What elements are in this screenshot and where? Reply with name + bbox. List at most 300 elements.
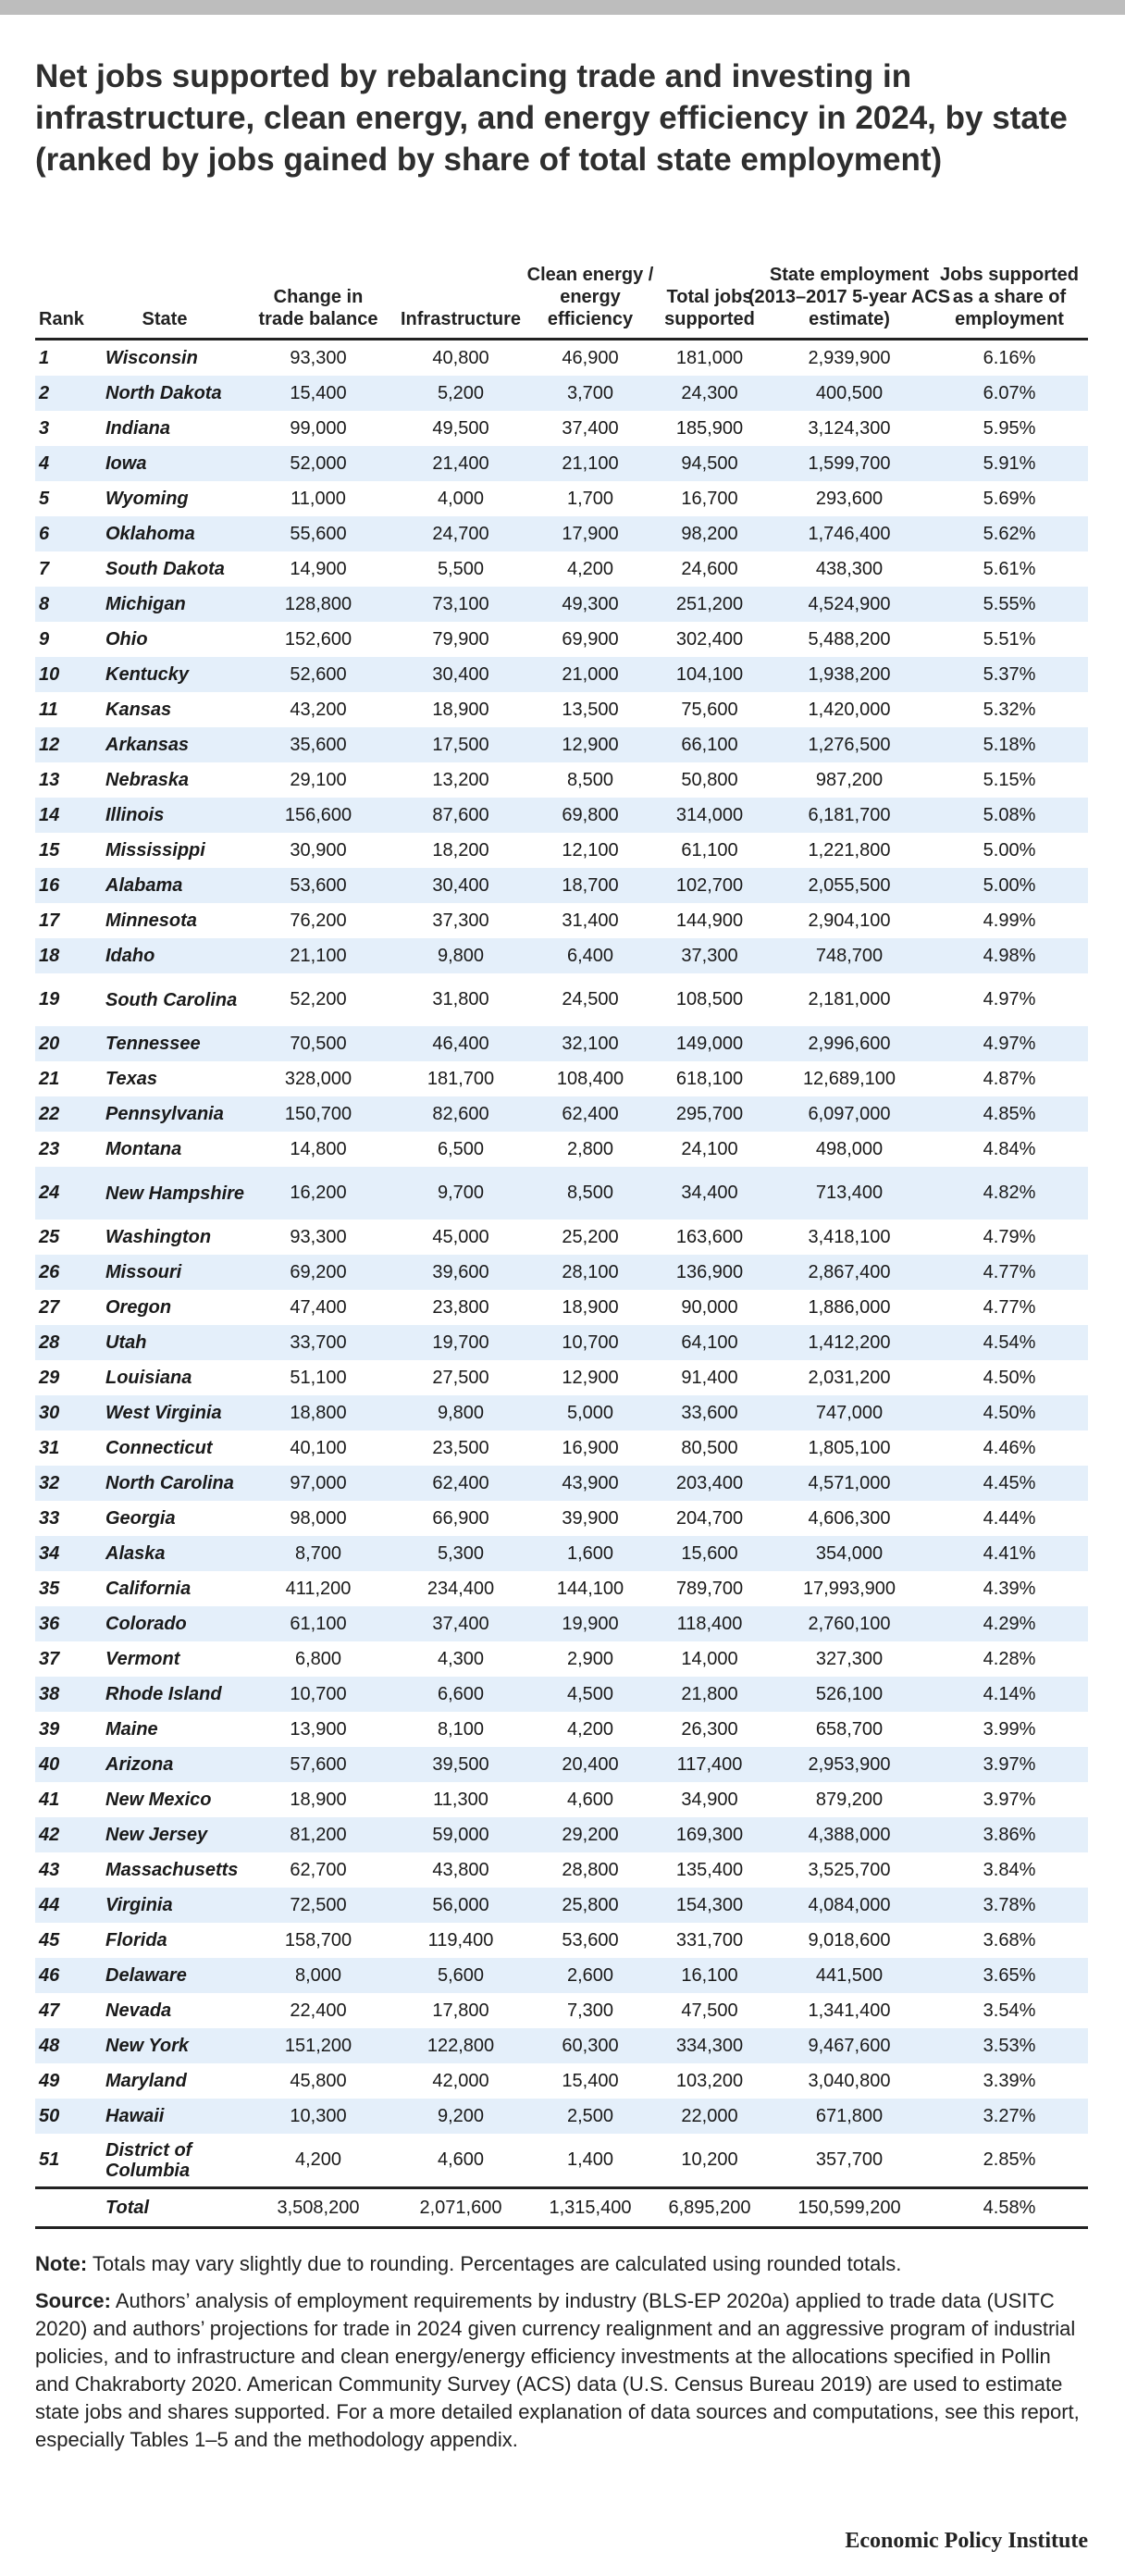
table-header bbox=[35, 242, 1088, 341]
cell-share: 4.77% bbox=[983, 1261, 1036, 1282]
cell-total-jobs: 149,000 bbox=[675, 1033, 744, 1054]
cell-state: Connecticut bbox=[105, 1438, 213, 1458]
cell-total-jobs: 302,400 bbox=[675, 628, 744, 650]
header-infrastructure: Infrastructure bbox=[400, 309, 522, 329]
cell-infrastructure: 18,200 bbox=[432, 839, 489, 861]
cell-infrastructure: 40,800 bbox=[432, 347, 489, 368]
cell-employment: 2,867,400 bbox=[808, 1261, 891, 1282]
cell-state: Florida bbox=[105, 1930, 167, 1951]
table-row bbox=[35, 692, 1088, 727]
cell-infrastructure: 13,200 bbox=[432, 769, 489, 790]
cell-employment: 293,600 bbox=[815, 488, 884, 509]
cell-clean-energy: 2,900 bbox=[566, 1648, 614, 1669]
table-row bbox=[35, 868, 1088, 903]
cell-total-jobs: 94,500 bbox=[681, 452, 738, 474]
header-share: Jobs supported as a share of employment bbox=[939, 265, 1079, 329]
cell-total-jobs: 80,500 bbox=[681, 1437, 738, 1458]
cell-trade: 14,900 bbox=[290, 558, 347, 579]
cell-share: 5.00% bbox=[983, 839, 1036, 861]
cell-state: Maryland bbox=[105, 2071, 187, 2091]
cell-infrastructure: 181,700 bbox=[427, 1068, 495, 1089]
cell-state: New York bbox=[105, 2036, 190, 2056]
cell-employment: 357,700 bbox=[815, 2149, 884, 2170]
cell-share: 4.82% bbox=[983, 1183, 1036, 1203]
cell-employment: 12,689,100 bbox=[802, 1068, 896, 1089]
cell-clean-energy: 18,900 bbox=[562, 1296, 619, 1318]
cell-share: 5.32% bbox=[983, 699, 1036, 720]
cell-state: Montana bbox=[105, 1139, 182, 1159]
cell-employment: 747,000 bbox=[815, 1402, 884, 1423]
cell-employment: 9,018,600 bbox=[808, 1929, 891, 1951]
table-row bbox=[35, 1501, 1088, 1536]
cell-rank: 13 bbox=[39, 769, 60, 790]
table-row bbox=[35, 341, 1088, 376]
cell-state: Wisconsin bbox=[105, 348, 198, 368]
cell-rank: 29 bbox=[39, 1367, 60, 1388]
table-row bbox=[35, 1360, 1088, 1395]
cell-state: Minnesota bbox=[105, 910, 197, 931]
table-row bbox=[35, 903, 1088, 938]
source-text: Authors’ analysis of employment requirements by industry (BLS-EP 2020a) applied to trade data (USITC 2020) and authors’ projections for trade in 2024 given currency realignment and an aggressive program of industrial policies, and to infrastructure and clean energy/energy efficiency investments at the allocations specified in Pollin and Chakraborty 2020. American Community Survey (ACS) data (U.S. Census Bureau 2019) are used to estimate state jobs and shares supported. For a more detailed explanation of data sources and computations, see this report, especially Tables 1–5 and the methodology appendix. bbox=[35, 2289, 1080, 2451]
brand-logo: Economic Policy Institute bbox=[845, 2529, 1088, 2553]
cell-infrastructure: 87,600 bbox=[432, 804, 489, 825]
cell-total-jobs: 34,900 bbox=[681, 1789, 738, 1810]
table-row bbox=[35, 833, 1088, 868]
cell-share: 5.55% bbox=[983, 593, 1036, 614]
cell-rank: 50 bbox=[39, 2105, 60, 2126]
table-row bbox=[35, 1923, 1088, 1958]
table-row bbox=[35, 1132, 1088, 1167]
cell-clean-energy: 29,200 bbox=[562, 1824, 619, 1845]
cell-infrastructure: 6,500 bbox=[437, 1138, 485, 1159]
table-row bbox=[35, 411, 1088, 446]
cell-state: Arizona bbox=[105, 1754, 174, 1775]
cell-infrastructure: 31,800 bbox=[432, 989, 489, 1009]
cell-infrastructure: 234,400 bbox=[427, 1578, 495, 1599]
total-row bbox=[35, 2186, 1088, 2229]
cell-total-jobs: 136,900 bbox=[675, 1261, 744, 1282]
table-row bbox=[35, 551, 1088, 587]
cell-share: 4.79% bbox=[983, 1226, 1036, 1247]
cell-employment: 327,300 bbox=[815, 1648, 884, 1669]
cell-share: 5.61% bbox=[983, 558, 1036, 579]
cell-rank: 39 bbox=[39, 1718, 60, 1740]
cell-share: 5.95% bbox=[983, 417, 1036, 439]
cell-employment: 1,412,200 bbox=[808, 1331, 891, 1353]
cell-trade: 47,400 bbox=[290, 1296, 347, 1318]
cell-share: 4.87% bbox=[983, 1068, 1036, 1089]
cell-total-jobs: 185,900 bbox=[675, 417, 744, 439]
cell-trade: 151,200 bbox=[284, 2035, 352, 2056]
cell-clean-energy: 4,500 bbox=[566, 1683, 614, 1704]
note-text: Totals may vary slightly due to rounding. Percentages are calculated using rounded totals. bbox=[87, 2252, 902, 2275]
cell-infrastructure: 39,600 bbox=[432, 1261, 489, 1282]
cell-total-jobs: 108,500 bbox=[675, 989, 744, 1009]
cell-share: 3.68% bbox=[983, 1929, 1036, 1951]
cell-infrastructure: 62,400 bbox=[432, 1472, 489, 1493]
cell-state: Michigan bbox=[105, 594, 186, 614]
cell-infrastructure: 17,500 bbox=[432, 734, 489, 755]
cell-total-jobs: 33,600 bbox=[681, 1402, 738, 1423]
cell-state: Kentucky bbox=[105, 664, 190, 685]
cell-trade: 53,600 bbox=[290, 874, 347, 896]
cell-rank: 17 bbox=[39, 910, 60, 931]
cell-total-jobs: 24,600 bbox=[681, 558, 738, 579]
cell-total-jobs: 103,200 bbox=[675, 2070, 744, 2091]
table-row bbox=[35, 1167, 1088, 1220]
cell-infrastructure: 17,800 bbox=[432, 2000, 489, 2021]
cell-share: 3.53% bbox=[983, 2035, 1036, 2056]
cell-state: Missouri bbox=[105, 1262, 182, 1282]
cell-trade: 81,200 bbox=[290, 1824, 347, 1845]
cell-rank: 3 bbox=[39, 417, 50, 439]
cell-infrastructure: 18,900 bbox=[432, 699, 489, 720]
cell-infrastructure: 45,000 bbox=[432, 1226, 489, 1247]
cell-infrastructure: 4,600 bbox=[437, 2149, 485, 2170]
cell-clean-energy: 144,100 bbox=[556, 1578, 624, 1599]
cell-employment: 987,200 bbox=[815, 769, 884, 790]
table-row bbox=[35, 2099, 1088, 2134]
table-row bbox=[35, 1712, 1088, 1747]
cell-rank: 47 bbox=[39, 2000, 60, 2021]
cell-total-jobs: 789,700 bbox=[675, 1578, 744, 1599]
cell-rank: 22 bbox=[39, 1103, 60, 1124]
cell-employment: 4,388,000 bbox=[808, 1824, 891, 1845]
cell-rank: 6 bbox=[39, 523, 50, 544]
cell-share: 4.14% bbox=[983, 1683, 1036, 1704]
cell-trade: 52,600 bbox=[290, 663, 347, 685]
cell-share: 3.97% bbox=[983, 1753, 1036, 1775]
cell-total-jobs: 618,100 bbox=[675, 1068, 744, 1089]
cell-clean-energy: 69,900 bbox=[562, 628, 619, 650]
cell-share: 3.27% bbox=[983, 2105, 1036, 2126]
cell-employment: 1,599,700 bbox=[808, 452, 891, 474]
cell-share: 4.45% bbox=[983, 1472, 1036, 1493]
cell-state: Louisiana bbox=[105, 1368, 192, 1388]
cell-share: 5.37% bbox=[983, 663, 1036, 685]
cell-clean-energy: 43,900 bbox=[562, 1472, 619, 1493]
cell-total-jobs: 16,700 bbox=[681, 488, 738, 509]
cell-clean-energy: 1,400 bbox=[566, 2149, 614, 2170]
cell-employment: 4,084,000 bbox=[808, 1894, 891, 1915]
cell-clean-energy: 28,100 bbox=[562, 1261, 619, 1282]
cell-infrastructure: 42,000 bbox=[432, 2070, 489, 2091]
cell-infrastructure: 59,000 bbox=[432, 1824, 489, 1845]
cell-state: Texas bbox=[105, 1069, 157, 1089]
cell-share: 3.99% bbox=[983, 1718, 1036, 1740]
cell-trade: 158,700 bbox=[284, 1929, 352, 1951]
cell-employment: 671,800 bbox=[815, 2105, 884, 2126]
table-row bbox=[35, 481, 1088, 516]
cell-employment: 9,467,600 bbox=[808, 2035, 891, 2056]
cell-clean-energy: 15,400 bbox=[562, 2070, 619, 2091]
cell-share: 4.29% bbox=[983, 1613, 1036, 1634]
cell-employment: 3,040,800 bbox=[808, 2070, 891, 2091]
cell-infrastructure: 6,600 bbox=[437, 1683, 485, 1704]
cell-total-jobs: 251,200 bbox=[675, 593, 744, 614]
cell-employment: 498,000 bbox=[815, 1138, 884, 1159]
data-table bbox=[35, 242, 1088, 2229]
cell-share: 5.18% bbox=[983, 734, 1036, 755]
cell-trade: 4,200 bbox=[294, 2149, 342, 2170]
table-row bbox=[35, 1430, 1088, 1466]
cell-clean-energy: 4,600 bbox=[566, 1789, 614, 1810]
cell-rank: 25 bbox=[39, 1226, 60, 1247]
cell-total-jobs: 331,700 bbox=[675, 1929, 744, 1951]
table-row bbox=[35, 1536, 1088, 1571]
cell-total-jobs: 24,100 bbox=[681, 1138, 738, 1159]
cell-trade: 62,700 bbox=[290, 1859, 347, 1880]
cell-employment: 1,746,400 bbox=[808, 523, 891, 544]
cell-state: Vermont bbox=[105, 1649, 180, 1669]
cell-infrastructure: 66,900 bbox=[432, 1507, 489, 1529]
table-row bbox=[35, 1096, 1088, 1132]
cell-employment: 5,488,200 bbox=[808, 628, 891, 650]
cell-share: 3.84% bbox=[983, 1859, 1036, 1880]
cell-rank: 19 bbox=[39, 989, 60, 1009]
cell-infrastructure: 56,000 bbox=[432, 1894, 489, 1915]
cell-clean-energy: 4,200 bbox=[566, 558, 614, 579]
cell-rank: 1 bbox=[39, 347, 50, 368]
cell-total-jobs: 16,100 bbox=[681, 1964, 738, 1986]
cell-rank: 7 bbox=[39, 558, 50, 579]
table-row bbox=[35, 1852, 1088, 1888]
cell-trade: 57,600 bbox=[290, 1753, 347, 1775]
cell-total-jobs: 47,500 bbox=[681, 2000, 738, 2021]
cell-rank: 45 bbox=[39, 1929, 60, 1951]
cell-employment: 6,181,700 bbox=[808, 804, 891, 825]
cell-rank: 31 bbox=[39, 1437, 60, 1458]
cell-share: 5.51% bbox=[983, 628, 1036, 650]
cell-trade: 156,600 bbox=[284, 804, 352, 825]
cell-infrastructure: 5,500 bbox=[437, 558, 485, 579]
cell-clean-energy: 2,600 bbox=[566, 1964, 614, 1986]
cell-trade: 30,900 bbox=[290, 839, 347, 861]
cell-trade: 93,300 bbox=[290, 347, 347, 368]
cell-state: Rhode Island bbox=[105, 1684, 222, 1704]
cell-trade: 99,000 bbox=[290, 417, 347, 439]
cell-clean-energy: 53,600 bbox=[562, 1929, 619, 1951]
cell-state: Pennsylvania bbox=[105, 1104, 224, 1124]
table-row bbox=[35, 1641, 1088, 1677]
cell-total-jobs: 118,400 bbox=[676, 1613, 743, 1634]
table-row bbox=[35, 727, 1088, 762]
table-row bbox=[35, 2063, 1088, 2099]
cell-state: Idaho bbox=[105, 946, 155, 966]
cell-trade: 52,200 bbox=[290, 989, 347, 1009]
table-row bbox=[35, 1747, 1088, 1782]
cell-share: 4.54% bbox=[983, 1331, 1036, 1353]
cell-infrastructure: 9,200 bbox=[437, 2105, 485, 2126]
cell-share: 4.39% bbox=[983, 1578, 1036, 1599]
table-row bbox=[35, 1993, 1088, 2028]
cell-infrastructure: 8,100 bbox=[437, 1718, 485, 1740]
cell-rank: 16 bbox=[39, 874, 60, 896]
cell-state: Nevada bbox=[105, 2000, 172, 2021]
cell-clean-energy: 37,400 bbox=[562, 417, 619, 439]
cell-trade: 11,000 bbox=[291, 488, 346, 509]
cell-infrastructure: 24,700 bbox=[432, 523, 489, 544]
cell-infrastructure: 39,500 bbox=[432, 1753, 489, 1775]
cell-state: Kansas bbox=[105, 700, 172, 720]
cell-clean-energy: 24,500 bbox=[562, 989, 619, 1009]
cell-trade: 76,200 bbox=[290, 910, 347, 931]
cell-rank: 10 bbox=[39, 663, 60, 685]
table-row bbox=[35, 1958, 1088, 1993]
cell-employment: 3,124,300 bbox=[808, 417, 891, 439]
cell-rank: 20 bbox=[39, 1033, 60, 1054]
cell-trade: 128,800 bbox=[284, 593, 352, 614]
cell-employment: 1,341,400 bbox=[808, 2000, 891, 2021]
cell-trade: 13,900 bbox=[290, 1718, 347, 1740]
table-row bbox=[35, 1325, 1088, 1360]
table-row bbox=[35, 938, 1088, 973]
cell-trade: 6,800 bbox=[294, 1648, 342, 1669]
cell-clean-energy: 8,500 bbox=[566, 1183, 614, 1203]
cell-employment: 2,939,900 bbox=[808, 347, 891, 368]
cell-employment: 4,524,900 bbox=[808, 593, 891, 614]
cell-state: Alaska bbox=[105, 1543, 166, 1564]
cell-share: 5.62% bbox=[983, 523, 1036, 544]
cell-total-jobs: 334,300 bbox=[675, 2035, 744, 2056]
table-row bbox=[35, 973, 1088, 1026]
cell-state: Indiana bbox=[105, 418, 171, 439]
cell-share: 3.97% bbox=[983, 1789, 1036, 1810]
cell-infrastructure: 119,400 bbox=[427, 1929, 494, 1951]
cell-state: Nebraska bbox=[105, 770, 190, 790]
total-label: Total bbox=[105, 2198, 150, 2218]
cell-rank: 24 bbox=[39, 1183, 60, 1203]
cell-total-jobs: 181,000 bbox=[675, 347, 744, 368]
cell-share: 4.84% bbox=[983, 1138, 1036, 1159]
cell-clean-energy: 4,200 bbox=[566, 1718, 614, 1740]
cell-state: Maine bbox=[105, 1719, 158, 1740]
cell-infrastructure: 5,200 bbox=[437, 382, 485, 403]
cell-employment: 2,760,100 bbox=[808, 1613, 891, 1634]
cell-share: 4.28% bbox=[983, 1648, 1036, 1669]
cell-state: Iowa bbox=[105, 453, 147, 474]
cell-state: Ohio bbox=[105, 629, 148, 650]
cell-rank: 32 bbox=[39, 1472, 60, 1493]
cell-clean-energy: 28,800 bbox=[562, 1859, 619, 1880]
cell-rank: 43 bbox=[39, 1859, 60, 1880]
cell-share: 4.99% bbox=[983, 910, 1036, 931]
cell-total-jobs: 117,400 bbox=[676, 1753, 743, 1775]
table-row bbox=[35, 2134, 1088, 2186]
cell-share: 4.97% bbox=[983, 1033, 1036, 1054]
cell-rank: 35 bbox=[39, 1578, 60, 1599]
cell-state: South Carolina bbox=[105, 989, 238, 1010]
cell-state: Georgia bbox=[105, 1508, 176, 1529]
cell-trade: 150,700 bbox=[284, 1103, 352, 1124]
cell-infrastructure: 30,400 bbox=[432, 663, 489, 685]
cell-state: Alabama bbox=[105, 875, 183, 896]
header-rank: Rank bbox=[39, 309, 84, 329]
cell-share: 3.39% bbox=[983, 2070, 1036, 2091]
note-label: Note: bbox=[35, 2252, 88, 2275]
cell-employment: 658,700 bbox=[815, 1718, 884, 1740]
total-clean-energy: 1,315,400 bbox=[549, 2197, 632, 2218]
cell-clean-energy: 7,300 bbox=[566, 2000, 614, 2021]
cell-trade: 93,300 bbox=[290, 1226, 347, 1247]
cell-employment: 400,500 bbox=[815, 382, 884, 403]
cell-employment: 1,886,000 bbox=[808, 1296, 891, 1318]
cell-state: South Dakota bbox=[105, 559, 225, 579]
cell-share: 4.77% bbox=[983, 1296, 1036, 1318]
table-row bbox=[35, 762, 1088, 798]
table-row bbox=[35, 657, 1088, 692]
cell-trade: 15,400 bbox=[290, 382, 347, 403]
cell-rank: 11 bbox=[39, 699, 58, 720]
cell-clean-energy: 12,900 bbox=[562, 734, 619, 755]
cell-trade: 43,200 bbox=[290, 699, 347, 720]
cell-total-jobs: 50,800 bbox=[681, 769, 738, 790]
cell-clean-energy: 2,800 bbox=[566, 1138, 614, 1159]
cell-share: 4.98% bbox=[983, 945, 1036, 966]
source-label: Source: bbox=[35, 2289, 111, 2312]
cell-state: Colorado bbox=[105, 1614, 187, 1634]
cell-total-jobs: 295,700 bbox=[675, 1103, 744, 1124]
cell-rank: 15 bbox=[39, 839, 60, 861]
cell-share: 4.46% bbox=[983, 1437, 1036, 1458]
cell-total-jobs: 91,400 bbox=[681, 1367, 738, 1388]
cell-rank: 28 bbox=[39, 1331, 60, 1353]
header-total-jobs: Total jobs supported bbox=[664, 287, 755, 329]
cell-employment: 2,953,900 bbox=[808, 1753, 891, 1775]
cell-state: Wyoming bbox=[105, 489, 189, 509]
header-clean-energy: Clean energy / energy efficiency bbox=[526, 265, 654, 329]
cell-state: Arkansas bbox=[105, 735, 190, 755]
cell-infrastructure: 11,300 bbox=[433, 1789, 488, 1810]
cell-total-jobs: 21,800 bbox=[681, 1683, 738, 1704]
cell-trade: 8,700 bbox=[294, 1542, 342, 1564]
cell-rank: 30 bbox=[39, 1402, 60, 1423]
cell-trade: 69,200 bbox=[290, 1261, 347, 1282]
cell-infrastructure: 30,400 bbox=[432, 874, 489, 896]
cell-rank: 44 bbox=[39, 1894, 60, 1915]
table-row bbox=[35, 446, 1088, 481]
cell-state: California bbox=[105, 1579, 192, 1599]
cell-share: 4.85% bbox=[983, 1103, 1036, 1124]
cell-rank: 36 bbox=[39, 1613, 60, 1634]
cell-infrastructure: 43,800 bbox=[432, 1859, 489, 1880]
cell-total-jobs: 26,300 bbox=[681, 1718, 738, 1740]
cell-clean-energy: 20,400 bbox=[562, 1753, 619, 1775]
cell-state: West Virginia bbox=[105, 1403, 222, 1423]
cell-share: 6.07% bbox=[983, 382, 1036, 403]
cell-state: Utah bbox=[105, 1332, 147, 1353]
cell-infrastructure: 9,700 bbox=[437, 1183, 485, 1203]
cell-total-jobs: 144,900 bbox=[675, 910, 744, 931]
table-body bbox=[35, 341, 1088, 2186]
cell-infrastructure: 122,800 bbox=[427, 2035, 495, 2056]
cell-total-jobs: 64,100 bbox=[681, 1331, 738, 1353]
cell-infrastructure: 4,300 bbox=[437, 1648, 485, 1669]
cell-total-jobs: 75,600 bbox=[681, 699, 738, 720]
cell-employment: 17,993,900 bbox=[802, 1578, 896, 1599]
cell-trade: 22,400 bbox=[290, 2000, 347, 2021]
cell-rank: 37 bbox=[39, 1648, 60, 1669]
cell-clean-energy: 5,000 bbox=[566, 1402, 614, 1423]
table-row bbox=[35, 622, 1088, 657]
page-title: Net jobs supported by rebalancing trade and investing in infrastructure, clean energy, and energy efficiency in 2024, by state (ranked by jobs gained by share of total state employment) bbox=[35, 58, 1068, 178]
table-row bbox=[35, 2028, 1088, 2063]
cell-employment: 4,606,300 bbox=[808, 1507, 891, 1529]
cell-trade: 10,300 bbox=[290, 2105, 347, 2126]
cell-total-jobs: 24,300 bbox=[681, 382, 738, 403]
cell-trade: 70,500 bbox=[290, 1033, 347, 1054]
cell-clean-energy: 46,900 bbox=[562, 347, 619, 368]
